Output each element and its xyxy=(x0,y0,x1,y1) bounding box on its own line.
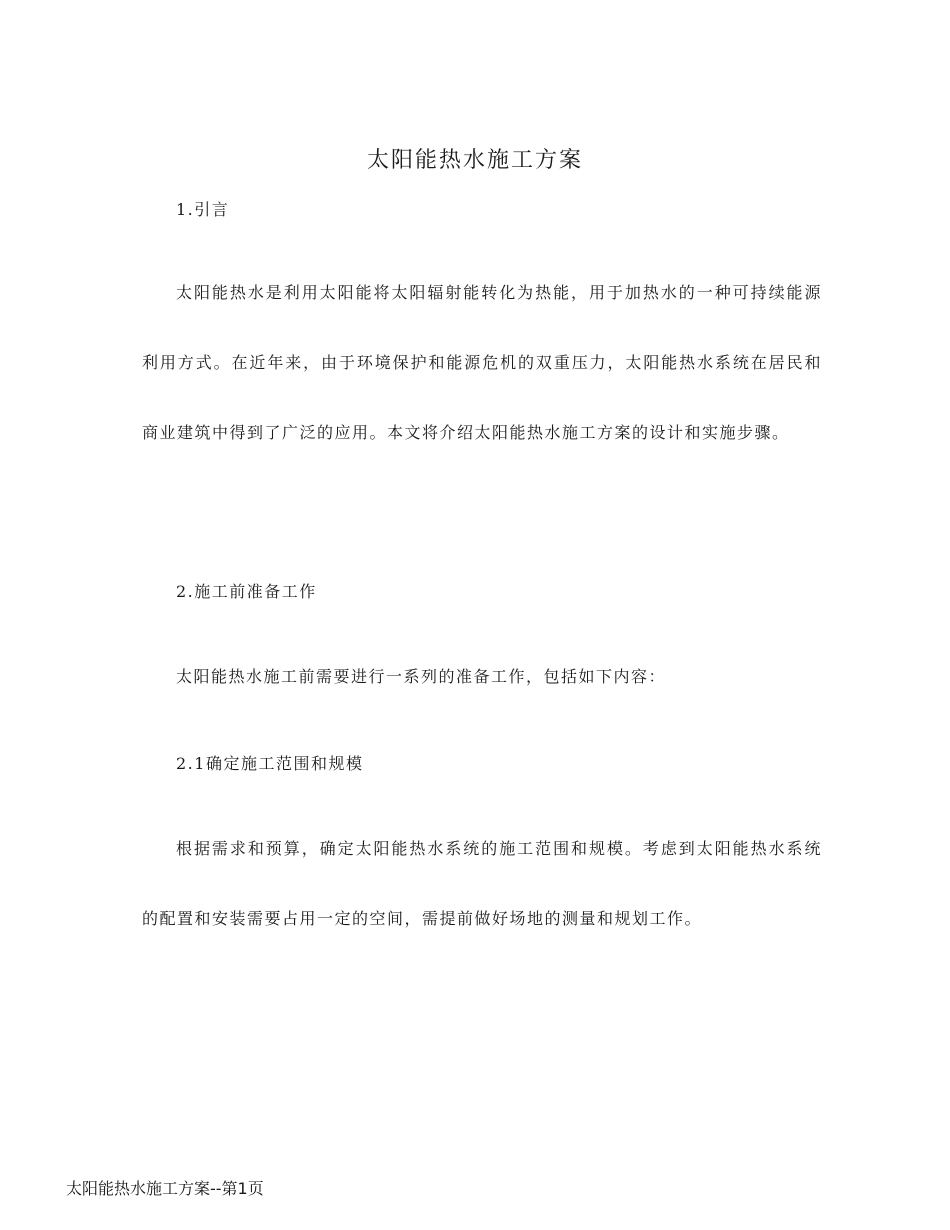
section-2-heading: 2.施工前准备工作 xyxy=(176,582,317,601)
section-1-heading: 1.引言 xyxy=(176,200,230,219)
section-2-intro: 太阳能热水施工前需要进行一系列的准备工作，包括如下内容： xyxy=(176,667,667,686)
section-1-paragraph: 太阳能热水是利用太阳能将太阳辐射能转化为热能，用于加热水的一种可持续能源利用方式。在近年来，由于环境保护和能源危机的双重压力，太阳能热水系统在居民和商业建筑中得到了广泛的应用。本文将介绍太阳能热水施工方案的设计和实施步骤。 xyxy=(142,283,822,442)
document-title: 太阳能热水施工方案 xyxy=(366,148,583,173)
section-2-1-heading: 2.1确定施工范围和规模 xyxy=(176,754,364,773)
page-footer: 太阳能热水施工方案--第1页 xyxy=(66,1179,264,1198)
section-2-1-paragraph: 根据需求和预算，确定太阳能热水系统的施工范围和规模。考虑到太阳能热水系统的配置和安装需要占用一定的空间，需提前做好场地的测量和规划工作。 xyxy=(142,839,822,928)
